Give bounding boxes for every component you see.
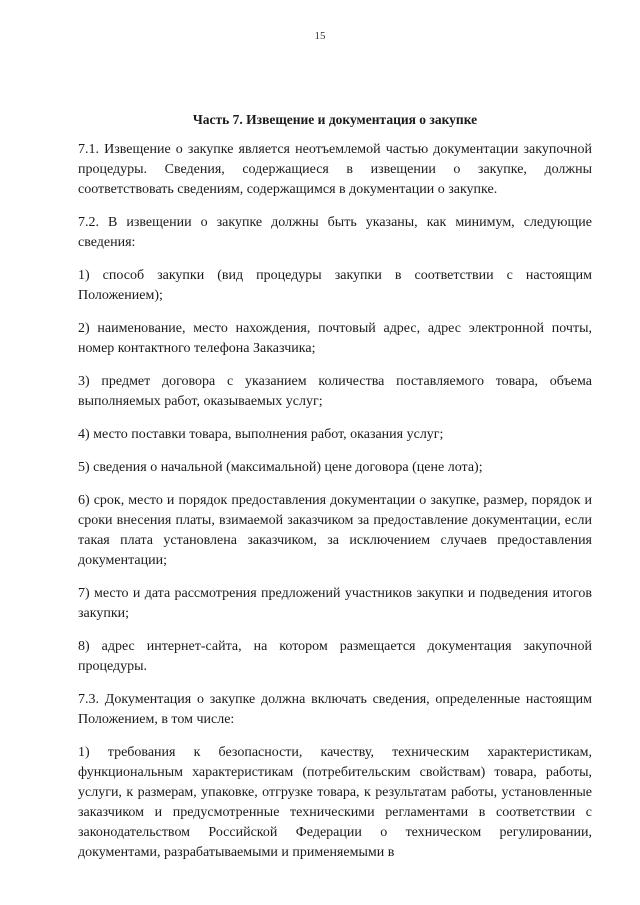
list-item-1: 1) способ закупки (вид процедуры закупки в соответствии с настоящим Положением);	[78, 268, 592, 303]
page-number: 15	[314, 30, 326, 42]
paragraph-7-1: 7.1. Извещение о закупке является неотъемлемой частью документации закупочной процедуры. Сведения, содержащиеся в извещении о закупке, должны соответствовать сведениям, содержащимся в документации о закупке.	[78, 142, 592, 197]
list-item-6: 6) срок, место и порядок предоставления документации о закупке, размер, порядок и сроки внесения платы, взимаемой заказчиком за предоставление документации, если такая плата установлена заказчиком, за исключением случаев предоставления документации;	[78, 493, 592, 568]
section-heading: Часть 7. Извещение и документация о закупке	[192, 112, 478, 127]
list-item-7-3-1: 1) требования к безопасности, качеству, техническим характеристикам, функциональным характеристикам (потребительским свойствам) товара, работы, услуги, к размерам, упаковке, отгрузке товара, к результатам работы, установленные заказчиком и предусмотренные техническими регламентами в соответствии с законодательством Российской Федерации о техническом регулировании, документами, разрабатываемыми и применяемыми в	[78, 745, 592, 860]
list-item-7: 7) место и дата рассмотрения предложений участников закупки и подведения итогов закупки;	[78, 586, 592, 621]
list-item-3: 3) предмет договора с указанием количества поставляемого товара, объема выполняемых работ, оказываемых услуг;	[78, 374, 592, 409]
paragraph-7-2: 7.2. В извещении о закупке должны быть указаны, как минимум, следующие сведения:	[78, 215, 592, 250]
list-item-8: 8) адрес интернет-сайта, на котором размещается документация закупочной процедуры.	[78, 639, 592, 674]
list-item-2: 2) наименование, место нахождения, почтовый адрес, адрес электронной почты, номер контактного телефона Заказчика;	[78, 321, 592, 356]
list-item-4: 4) место поставки товара, выполнения работ, оказания услуг;	[78, 427, 444, 442]
list-item-5: 5) сведения о начальной (максимальной) цене договора (цене лота);	[78, 460, 483, 475]
paragraph-7-3: 7.3. Документация о закупке должна включать сведения, определенные настоящим Положением, в том числе:	[78, 692, 592, 727]
document-body	[78, 110, 592, 876]
